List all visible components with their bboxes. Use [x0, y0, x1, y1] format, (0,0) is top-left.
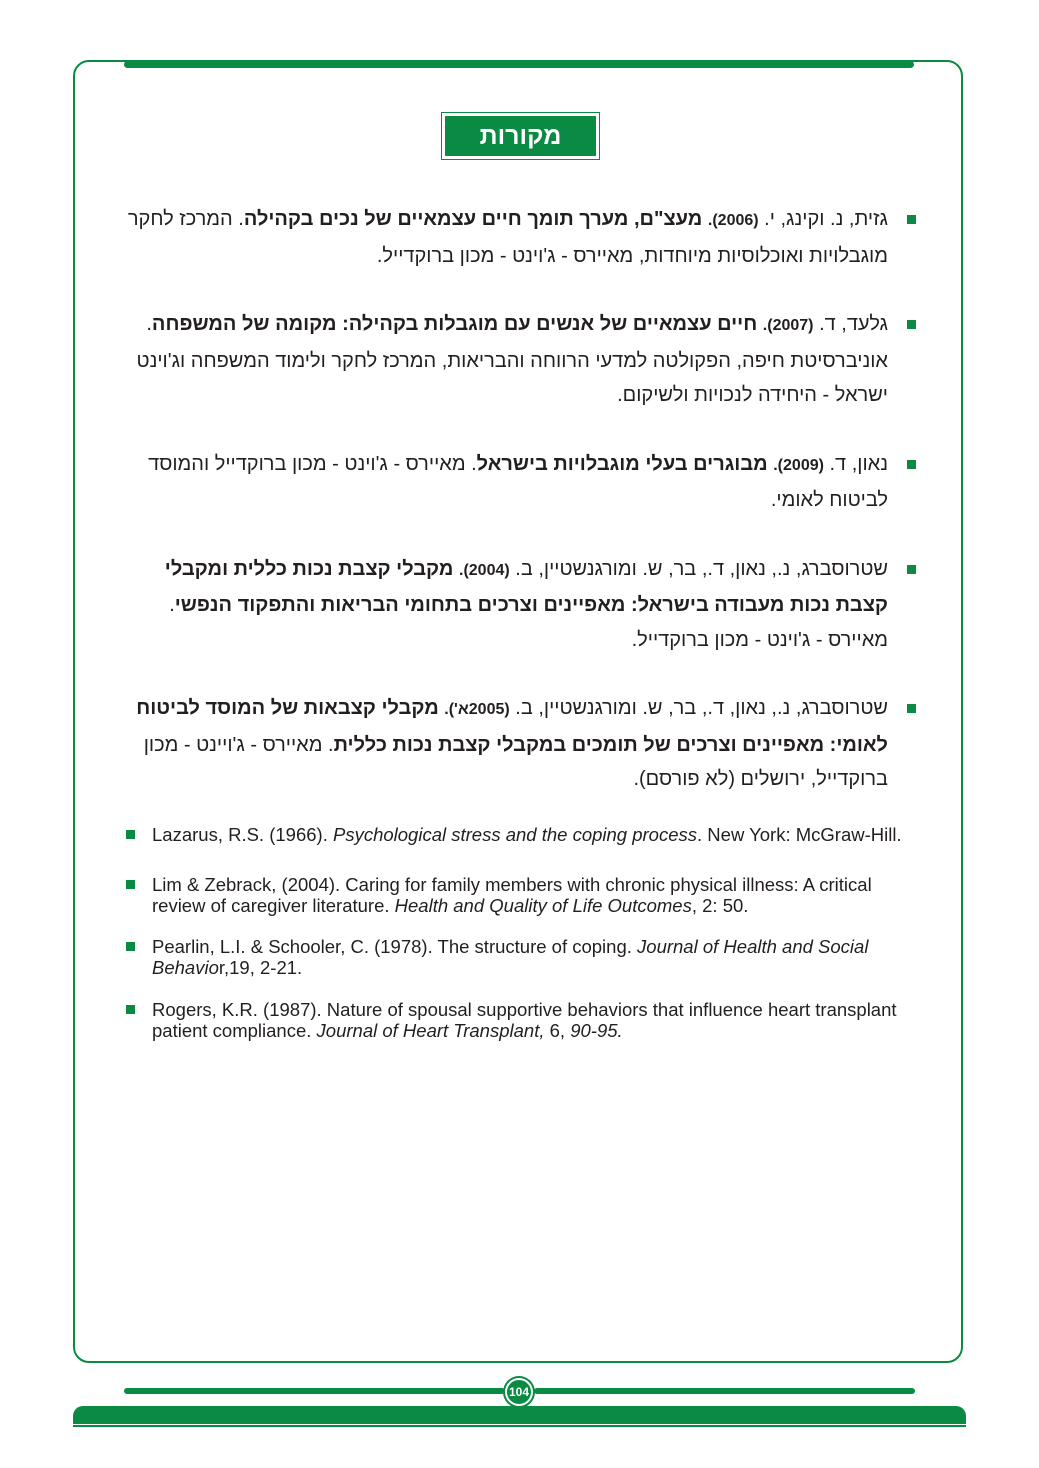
ref-authors: שטרוסברג, נ., נאון, ד., בר, ש. ומורגנשטיין, ב. [515, 697, 888, 719]
ref-text-end: . New York: McGraw-Hill. [697, 824, 902, 845]
ref-text: Pearlin, L.I. & Schooler, C. (1978). The structure of coping. [152, 936, 638, 957]
reference-item [124, 202, 916, 273]
ref-text: Lim & Zebrack, (2004). Caring for family members with chronic physical illness: A critical review of caregiver literature. [152, 874, 872, 916]
ref-source: Journal of Heart Transplant, [316, 1020, 545, 1041]
ref-rest: . מאיירס - ג'וינט - מכון ברוקדייל. [169, 594, 888, 651]
reference-item [124, 307, 916, 413]
reference-item [124, 691, 916, 797]
ref-text-end: r,19, 2-21. [218, 957, 303, 978]
ref-rest: . מאיירס - ג'וינט - מכון ברוקדייל והמוסד לביטוח לאומי. [148, 452, 888, 511]
ref-authors: נאון, ד. [829, 452, 888, 475]
ref-text-mid: 6, [544, 1020, 571, 1041]
reference-item [126, 999, 926, 1041]
section-title-box [441, 112, 600, 160]
ref-year: (2009). [773, 456, 824, 474]
ref-source: Journal of Health and Social Behavio [152, 936, 869, 978]
square-bullet-icon [907, 215, 916, 224]
ref-rest: . המרכז לחקר מוגבלויות ואוכלוסיות מיוחדות, מאיירס - ג'וינט - מכון ברוקדייל. [127, 208, 888, 267]
ref-source: Psychological stress and the coping process [332, 824, 698, 845]
hebrew-reference-list [124, 202, 916, 831]
reference-item [124, 447, 916, 518]
ref-authors: גלעד, ד. [819, 313, 888, 335]
top-bar [124, 61, 914, 68]
square-bullet-icon [907, 704, 916, 713]
section-title: מקורות [445, 116, 596, 156]
ref-title: מבוגרים בעלי מוגבלויות בישראל [476, 452, 768, 475]
ref-authors: גזית, נ. וקינג, י. [764, 208, 888, 230]
square-bullet-icon [126, 880, 135, 889]
square-bullet-icon [126, 942, 135, 951]
ref-text: Lazarus, R.S. (1966). [152, 824, 333, 845]
ref-rest: . מאיירס - ג'ויינט - מכון ברוקדייל, ירושלים (לא פורסם). [143, 733, 888, 790]
square-bullet-icon [126, 830, 135, 839]
footer-line [73, 1425, 966, 1427]
reference-item [126, 936, 926, 978]
ref-authors: שטרוסברג, נ., נאון, ד., בר, ש. ומורגנשטיין, ב. [515, 557, 888, 580]
bottom-line-left [124, 1388, 505, 1394]
ref-title: מעצ"ם, מערך תומך חיים עצמאיים של נכים בקהילה [243, 208, 703, 230]
reference-item [126, 874, 926, 916]
ref-source: Health and Quality of Life Outcomes [394, 895, 692, 916]
ref-pages: 90-95. [570, 1020, 623, 1041]
reference-item [126, 824, 926, 845]
ref-year: (2005א'). [444, 701, 510, 718]
footer-band [73, 1406, 966, 1424]
page-number: 104 [505, 1378, 533, 1406]
square-bullet-icon [907, 565, 916, 574]
square-bullet-icon [126, 1005, 135, 1014]
ref-text: Rogers, K.R. (1987). Nature of spousal supportive behaviors that influence heart transplant patient compliance. [152, 999, 897, 1041]
ref-text-end: , 2: 50. [691, 895, 749, 916]
ref-title: חיים עצמאיים של אנשים עם מוגבלות בקהילה: מקומה של המשפחה [151, 313, 758, 335]
ref-rest: . אוניברסיטת חיפה, הפקולטה למדעי הרווחה והבריאות, המרכז לחקר ולימוד המשפחה וג'וינט ישראל - היחידה לנכויות ולשיקום. [136, 313, 888, 406]
reference-item [124, 552, 916, 658]
square-bullet-icon [907, 460, 916, 469]
ref-year: (2006). [707, 212, 759, 229]
ref-title: מקבלי קצבאות של המוסד לביטוח לאומי: מאפיינים וצרכים של תומכים במקבלי קצבת נכות כללית [136, 697, 888, 756]
bottom-line-right [534, 1388, 915, 1394]
english-reference-list [126, 824, 926, 1041]
ref-year: (2004). [459, 561, 510, 579]
square-bullet-icon [907, 320, 916, 329]
ref-title: מקבלי קצבת נכות כללית ומקבלי קצבת נכות מעבודה בישראל: מאפיינים וצרכים בתחומי הבריאות והתפקוד הנפשי [164, 557, 888, 616]
ref-year: (2007). [762, 317, 814, 334]
